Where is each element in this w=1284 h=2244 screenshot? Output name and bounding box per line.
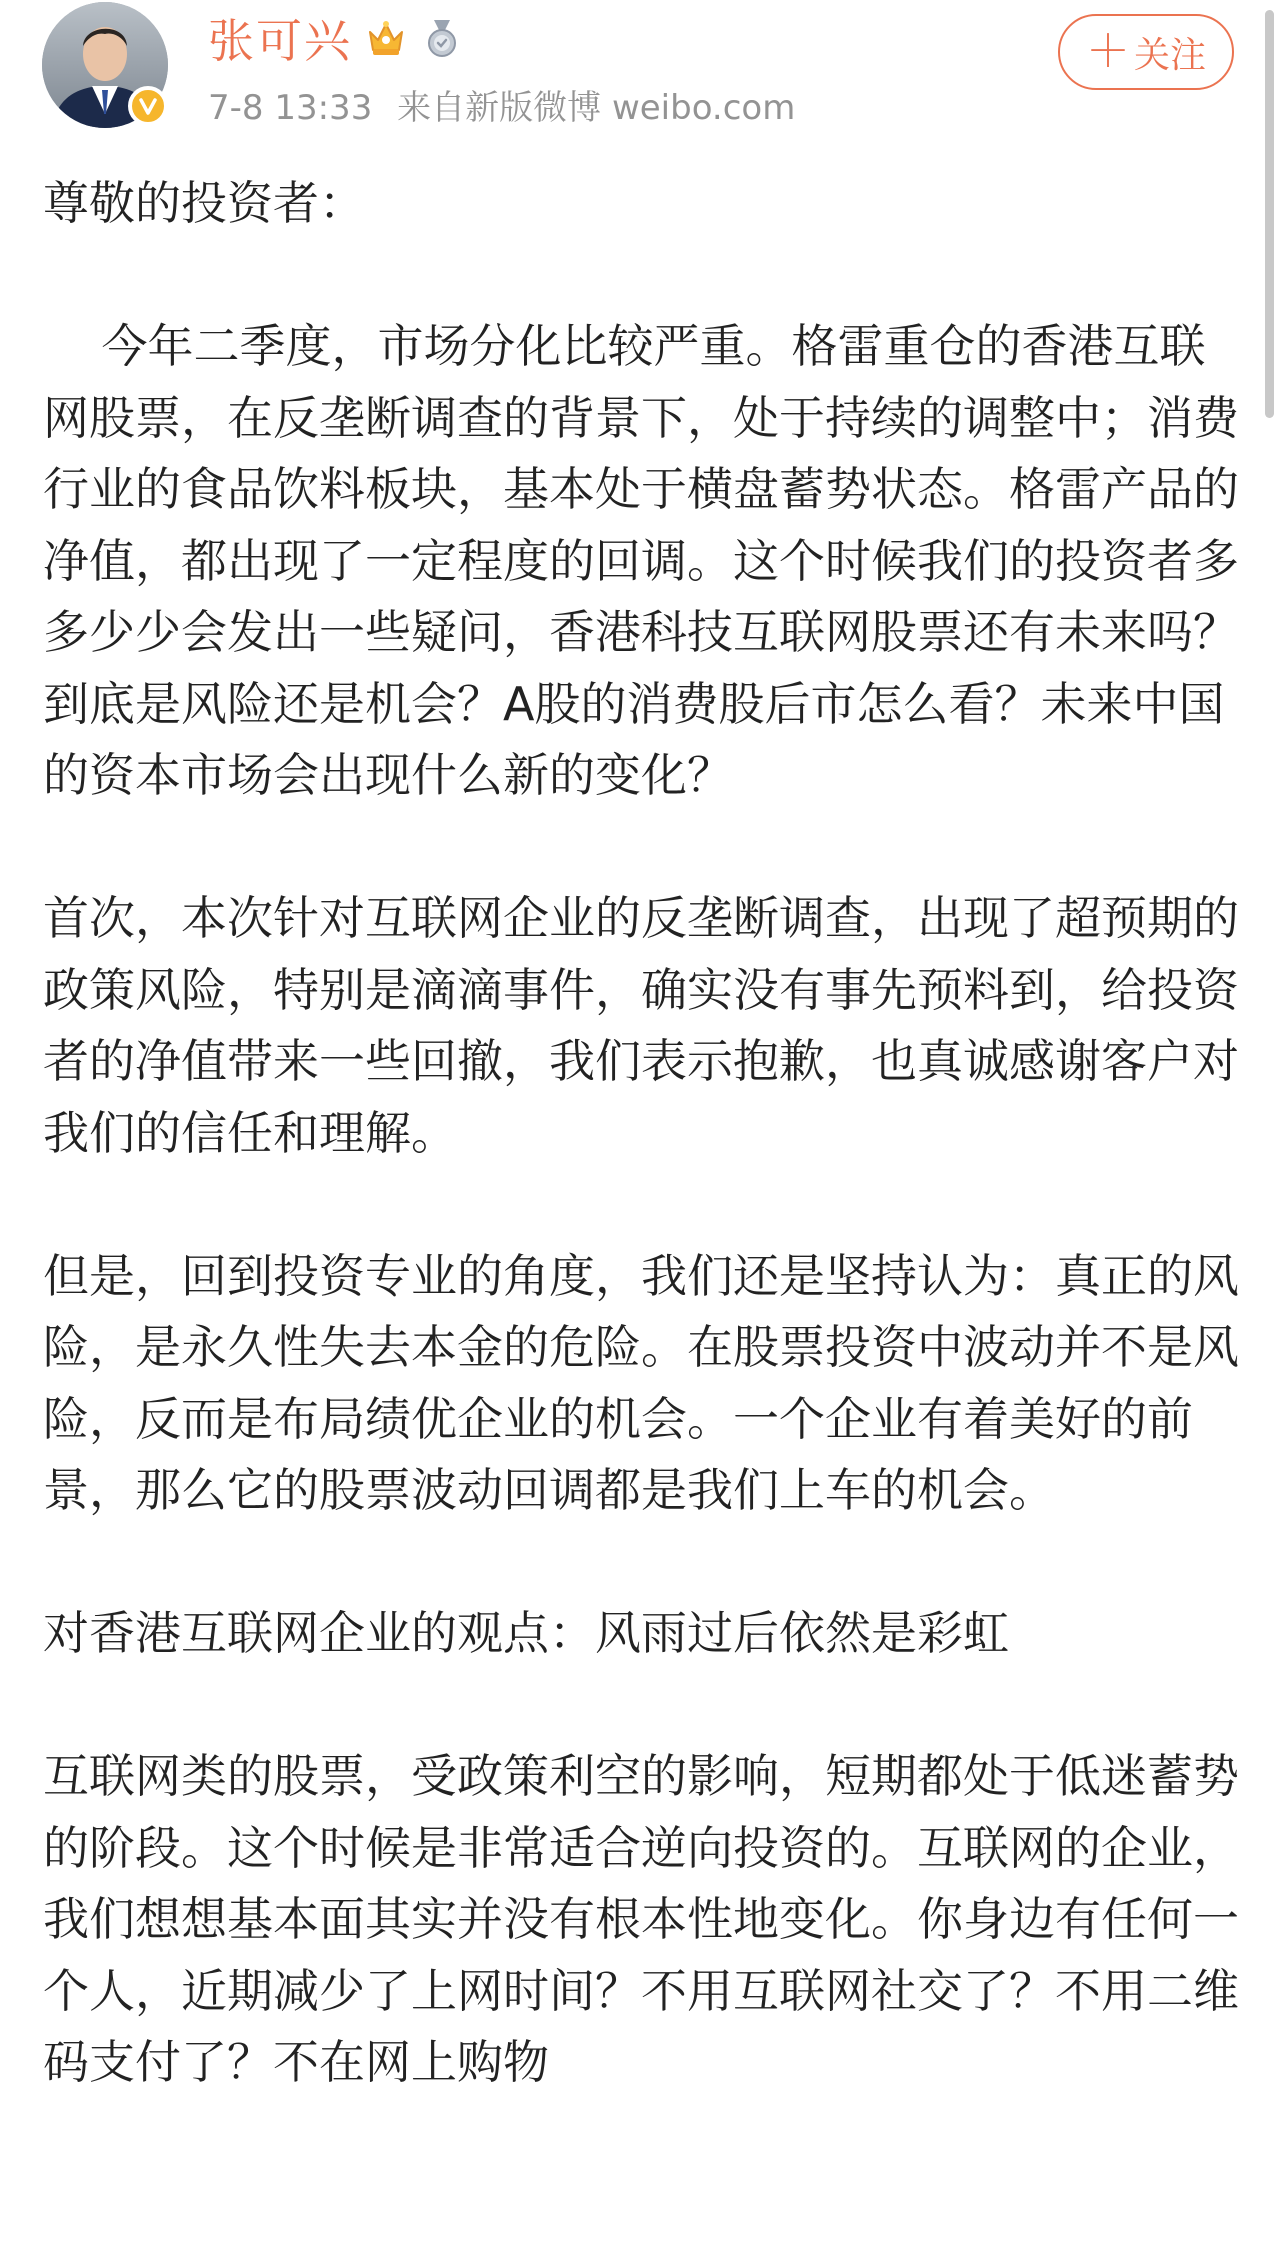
paragraph-spacer	[43, 812, 1243, 884]
follow-button[interactable]	[1058, 14, 1234, 90]
paragraph-spacer	[43, 1169, 1243, 1241]
author-row	[208, 8, 464, 68]
paragraph-internet-stocks: 互联网类的股票，受政策利空的影响，短期都处于低迷蓄势的阶段。这个时候是非常适合逆向投资的。互联网的企业，我们想想基本面其实并没有根本性地变化。你身边有任何一个人，近期减少了上网时间？不用互联网社交了？不用二维码支付了？不在网上购物	[43, 1749, 1239, 2089]
paragraph-intro: 今年二季度，市场分化比较严重。格雷重仓的香港互联网股票，在反垄断调查的背景下，处于持续的调整中；消费行业的食品饮料板块，基本处于横盘蓄势状态。格雷产品的净值，都出现了一定程度的回调。这个时候我们的投资者多多少少会发出一些疑问，香港科技互联网股票还有未来吗？到底是风险还是机会？A股的消费股后市怎么看？未来中国的资本市场会出现什么新的变化？	[43, 319, 1239, 802]
verified-v-icon	[128, 86, 168, 126]
plus-icon: ＋	[1085, 26, 1130, 77]
post-body	[43, 168, 1243, 2099]
paragraph-spacer	[43, 1527, 1243, 1599]
post-header	[0, 0, 1284, 150]
crown-badge-icon[interactable]	[364, 16, 408, 60]
paragraph-greeting: 尊敬的投资者：	[43, 176, 365, 230]
post-time: 7-8 13:33	[208, 88, 373, 128]
paragraph-apology: 首次，本次针对互联网企业的反垄断调查，出现了超预期的政策风险，特别是滴滴事件，确实没有事先预料到，给投资者的净值带来一些回撤，我们表示抱歉，也真诚感谢客户对我们的信任和理解。	[43, 891, 1239, 1160]
post-source: 来自新版微博 weibo.com	[397, 88, 796, 128]
paragraph-spacer	[43, 240, 1243, 312]
paragraph-risk-view: 但是，回到投资专业的角度，我们还是坚持认为：真正的风险，是永久性失去本金的危险。在股票投资中波动并不是风险，反而是布局绩优企业的机会。一个企业有着美好的前景，那么它的股票波动回调都是我们上车的机会。	[43, 1248, 1239, 1517]
author-name[interactable]: 张可兴	[208, 14, 352, 68]
paragraph-subheading: 对香港互联网企业的观点：风雨过后依然是彩虹	[43, 1606, 1009, 1660]
post-meta	[208, 80, 795, 129]
medal-badge-icon[interactable]	[420, 16, 464, 60]
paragraph-spacer	[43, 1670, 1243, 1742]
follow-label: 关注	[1133, 34, 1206, 76]
